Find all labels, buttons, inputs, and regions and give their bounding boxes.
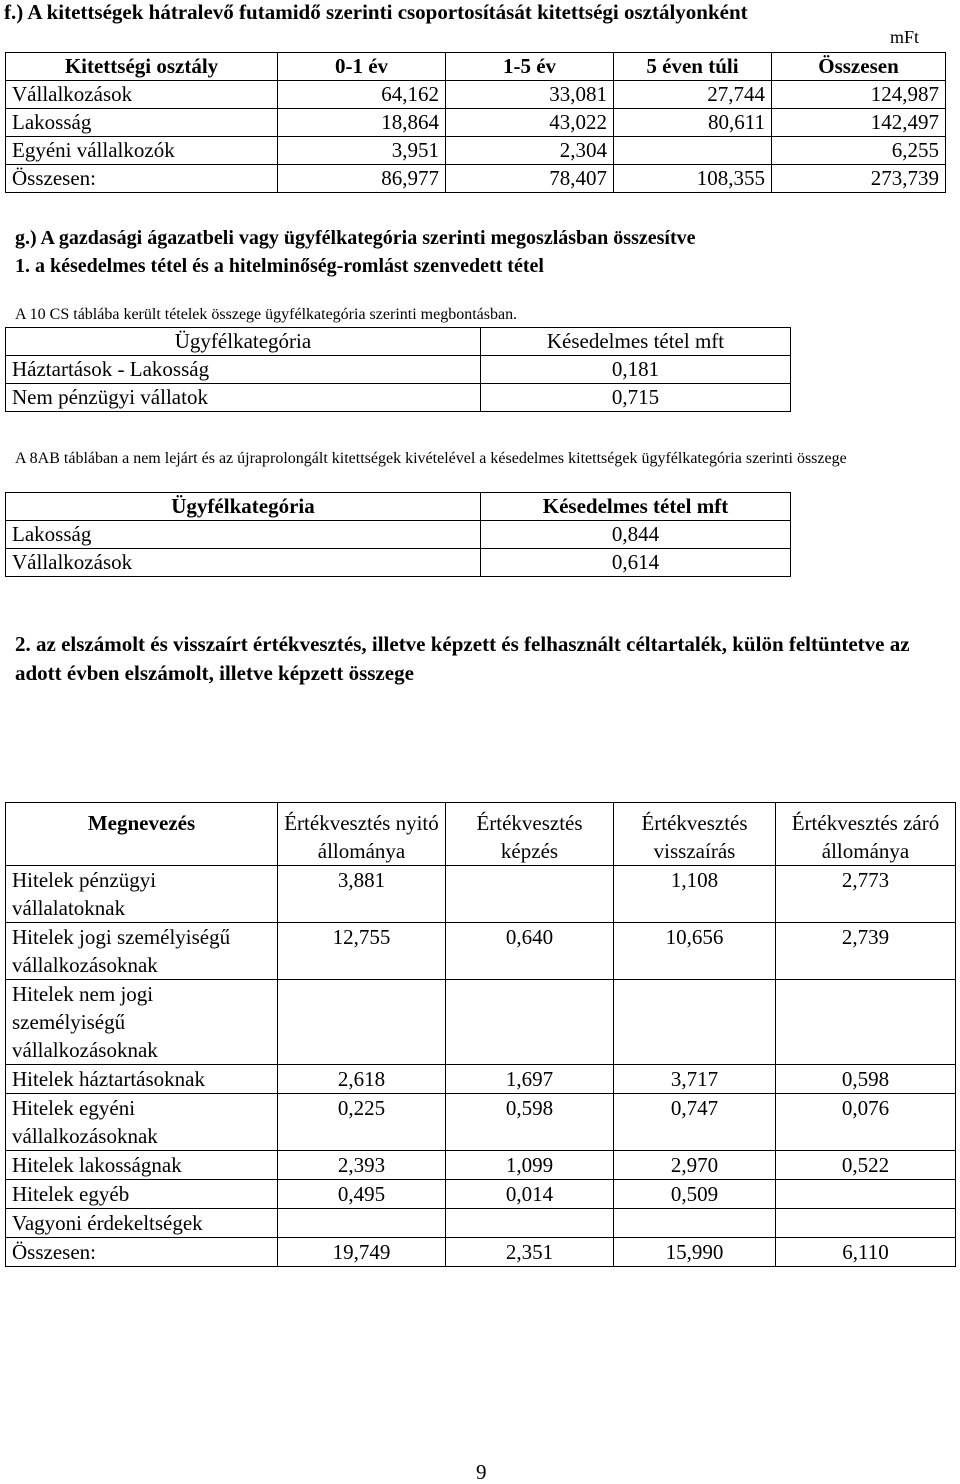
column-header: Ügyfélkategória [6, 328, 481, 356]
table-row [6, 109, 946, 137]
table-cell: 15,990 [614, 1238, 776, 1267]
table-cell: 2,351 [446, 1238, 614, 1267]
table-cell [776, 980, 956, 1065]
table-cell: 0,495 [278, 1180, 446, 1209]
table-cell: 0,844 [481, 521, 791, 549]
section-2-title: 2. az elszámolt és visszaírt értékvesztés, illetve képzett és felhasznált céltartalék, külön feltüntetve az adott évben elszámolt, illetve képzett összege [15, 632, 910, 685]
row-label: Hitelek egyéb [6, 1180, 278, 1209]
row-label: Háztartások - Lakosság [6, 356, 481, 384]
delinquent-table-8ab [5, 492, 791, 577]
note-10cs: A 10 CS táblába került tételek összege ügyfélkategória szerinti megbontásban. [15, 306, 518, 323]
table-cell: 1,108 [614, 866, 776, 923]
table-header-row [6, 803, 956, 866]
row-label: Hitelek jogi személyiségű vállalkozásoknak [6, 923, 278, 980]
row-label: Vagyoni érdekeltségek [6, 1209, 278, 1238]
row-label: Vállalkozások [6, 81, 278, 109]
column-header: Megnevezés [6, 803, 278, 866]
column-header: 5 éven túli [614, 53, 772, 81]
table-cell: 18,864 [278, 109, 446, 137]
row-label: Hitelek háztartásoknak [6, 1065, 278, 1094]
unit-label: mFt [890, 27, 920, 47]
table-cell: 2,618 [278, 1065, 446, 1094]
table-cell: 2,970 [614, 1151, 776, 1180]
column-header: Összesen [772, 53, 946, 81]
table-cell: 19,749 [278, 1238, 446, 1267]
table-cell: 0,225 [278, 1094, 446, 1151]
section-f-title: f.) A kitettségek hátralevő futamidő szerinti csoportosítását kitettségi osztályonként [4, 0, 748, 24]
table-row [6, 356, 791, 384]
table-row [6, 980, 956, 1065]
table-header-row [6, 53, 946, 81]
table-cell: 273,739 [772, 165, 946, 193]
table-cell: 78,407 [446, 165, 614, 193]
column-header: Értékvesztés visszaírás [614, 803, 776, 866]
table-row [6, 1151, 956, 1180]
table-row [6, 1180, 956, 1209]
table-cell: 3,881 [278, 866, 446, 923]
row-label: Összesen: [6, 1238, 278, 1267]
table-cell: 142,497 [772, 109, 946, 137]
table-cell: 3,717 [614, 1065, 776, 1094]
table-cell: 80,611 [614, 109, 772, 137]
table-cell: 0,640 [446, 923, 614, 980]
page-number: 9 [476, 1460, 487, 1484]
table-cell: 0,598 [446, 1094, 614, 1151]
column-header: 0-1 év [278, 53, 446, 81]
table-cell: 33,081 [446, 81, 614, 109]
table-header-row [6, 328, 791, 356]
section-g-subtitle: 1. a késedelmes tétel és a hitelminőség-romlást szenvedett tétel [15, 255, 544, 277]
table-cell: 0,614 [481, 549, 791, 577]
table-cell: 0,181 [481, 356, 791, 384]
table-cell: 0,598 [776, 1065, 956, 1094]
column-header: Értékvesztés nyitó állománya [278, 803, 446, 866]
table-row [6, 1209, 956, 1238]
table-header-row [6, 493, 791, 521]
table-row [6, 165, 946, 193]
table-row [6, 1065, 956, 1094]
table-row [6, 137, 946, 165]
note-8ab: A 8AB táblában a nem lejárt és az újraprolongált kitettségek kivételével a késedelmes kitettségek ügyfélkategória szerinti összege [15, 450, 847, 467]
table-row [6, 923, 956, 980]
table-cell: 2,739 [776, 923, 956, 980]
column-header: Értékvesztés záró állománya [776, 803, 956, 866]
table-cell: 3,951 [278, 137, 446, 165]
table-cell [614, 1209, 776, 1238]
table-cell: 1,099 [446, 1151, 614, 1180]
impairment-table [5, 802, 956, 1267]
table-cell: 6,110 [776, 1238, 956, 1267]
table-cell [446, 980, 614, 1065]
row-label: Hitelek lakosságnak [6, 1151, 278, 1180]
table-cell: 0,014 [446, 1180, 614, 1209]
table-cell: 10,656 [614, 923, 776, 980]
exposure-maturity-table [5, 52, 946, 193]
table-cell [776, 1209, 956, 1238]
table-row [6, 521, 791, 549]
table-cell: 0,509 [614, 1180, 776, 1209]
row-label: Hitelek pénzügyi vállalatoknak [6, 866, 278, 923]
row-label: Vállalkozások [6, 549, 481, 577]
table-row [6, 549, 791, 577]
row-label: Hitelek nem jogi személyiségű vállalkozásoknak [6, 980, 278, 1065]
table-cell: 27,744 [614, 81, 772, 109]
table-row [6, 81, 946, 109]
table-row [6, 384, 791, 412]
delinquent-table-10cs [5, 327, 791, 412]
column-header: Késedelmes tétel mft [481, 328, 791, 356]
row-label: Lakosság [6, 109, 278, 137]
table-cell: 0,747 [614, 1094, 776, 1151]
table-cell [614, 980, 776, 1065]
table-cell: 64,162 [278, 81, 446, 109]
column-header: Késedelmes tétel mft [481, 493, 791, 521]
table-cell [776, 1180, 956, 1209]
table-cell: 2,773 [776, 866, 956, 923]
column-header: Kitettségi osztály [6, 53, 278, 81]
row-label: Egyéni vállalkozók [6, 137, 278, 165]
column-header: 1-5 év [446, 53, 614, 81]
table-cell: 43,022 [446, 109, 614, 137]
section-g-title: g.) A gazdasági ágazatbeli vagy ügyfélkategória szerinti megoszlásban összesítve [15, 227, 696, 249]
table-cell: 108,355 [614, 165, 772, 193]
table-cell: 86,977 [278, 165, 446, 193]
table-cell [446, 1209, 614, 1238]
column-header: Ügyfélkategória [6, 493, 481, 521]
table-cell: 2,304 [446, 137, 614, 165]
table-cell: 124,987 [772, 81, 946, 109]
table-cell [446, 866, 614, 923]
table-row [6, 866, 956, 923]
table-cell: 6,255 [772, 137, 946, 165]
table-cell: 12,755 [278, 923, 446, 980]
table-cell: 2,393 [278, 1151, 446, 1180]
table-cell [614, 137, 772, 165]
table-cell: 1,697 [446, 1065, 614, 1094]
table-cell [278, 980, 446, 1065]
row-label: Nem pénzügyi vállatok [6, 384, 481, 412]
table-row [6, 1094, 956, 1151]
row-label: Lakosság [6, 521, 481, 549]
table-cell: 0,715 [481, 384, 791, 412]
row-label: Összesen: [6, 165, 278, 193]
table-cell: 0,522 [776, 1151, 956, 1180]
row-label: Hitelek egyéni vállalkozásoknak [6, 1094, 278, 1151]
table-cell [278, 1209, 446, 1238]
table-cell: 0,076 [776, 1094, 956, 1151]
column-header: Értékvesztés képzés [446, 803, 614, 866]
table-row [6, 1238, 956, 1267]
